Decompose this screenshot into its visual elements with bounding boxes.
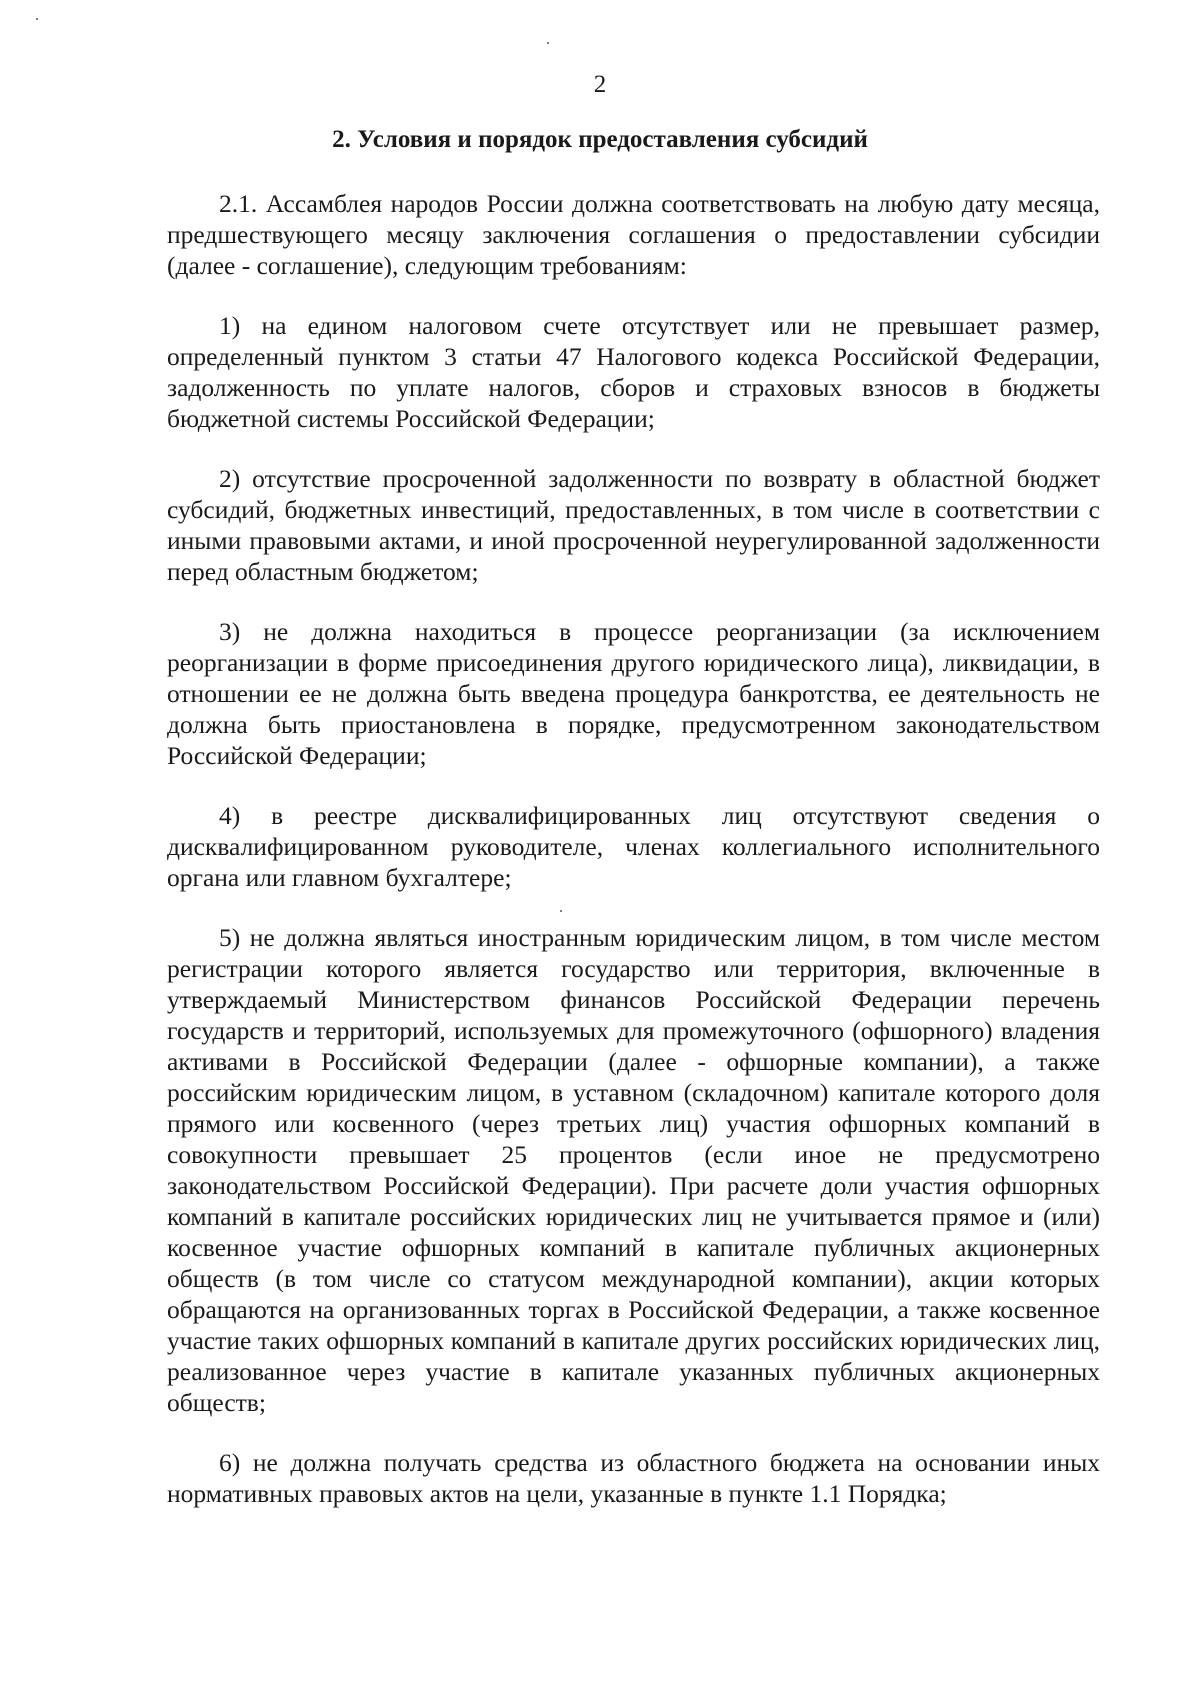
page-number: 2	[593, 71, 607, 98]
paragraph-item-1: 1) на едином налоговом счете отсутствует или не превышает размер, определенный пунктом 3 статьи 47 Налогового кодекса Российской Федерации, задолженность по уплате налогов, сборов и страховых взносов в бюджеты бюджетной системы Российской Федерации;	[167, 311, 1100, 433]
paragraph-item-5: 5) не должна являться иностранным юридическим лицом, в том числе местом регистрации которого является государство или территория, включенные в утверждаемый Министерством финансов Российской Федерации перечень государств и территорий, используемых для промежуточного (офшорного) владения активами в Российской Федерации (далее - офшорные компании), а также российским юридическим лицом, в уставном (складочном) капитале которого доля прямого или косвенного (через третьих лиц) участия офшорных компаний в совокупности превышает 25 процентов (если иное не предусмотрено законодательством Российской Федерации). При расчете доли участия офшорных компаний в капитале российских юридических лиц не учитывается прямое и (или) косвенное участие офшорных компаний в капитале публичных акционерных обществ (в том числе со статусом международной компании), акции которых обращаются на организованных торгах в Российской Федерации, а также косвенное участие таких офшорных компаний в капитале других российских юридических лиц, реализованное через участие в капитале указанных публичных акционерных обществ;	[167, 923, 1100, 1417]
paragraph-item-6: 6) не должна получать средства из областного бюджета на основании иных нормативных правовых актов на цели, указанные в пункте 1.1 Порядка;	[167, 1448, 1100, 1508]
scan-speck	[547, 42, 549, 44]
section-title: 2. Условия и порядок предоставления субсидий	[332, 126, 868, 153]
paragraph-2-1: 2.1. Ассамблея народов России должна соответствовать на любую дату месяца, предшествующего месяцу заключения соглашения о предоставлении субсидии (далее - соглашение), следующим требованиям:	[167, 189, 1100, 280]
paragraph-item-4: 4) в реестре дисквалифицированных лиц отсутствуют сведения о дисквалифицированном руководителе, членах коллегиального исполнительного органа или главном бухгалтере;	[167, 801, 1100, 892]
document-body	[167, 188, 1100, 1538]
scan-speck	[36, 18, 38, 20]
paragraph-item-3: 3) не должна находиться в процессе реорганизации (за исключением реорганизации в форме присоединения другого юридического лица), ликвидации, в отношении ее не должна быть введена процедура банкротства, ее деятельность не должна быть приостановлена в порядке, предусмотренном законодательством Российской Федерации;	[167, 617, 1100, 770]
paragraph-item-2: 2) отсутствие просроченной задолженности по возврату в областной бюджет субсидий, бюджетных инвестиций, предоставленных, в том числе в соответствии с иными правовыми актами, и иной просроченной неурегулированной задолженности перед областным бюджетом;	[167, 464, 1100, 586]
